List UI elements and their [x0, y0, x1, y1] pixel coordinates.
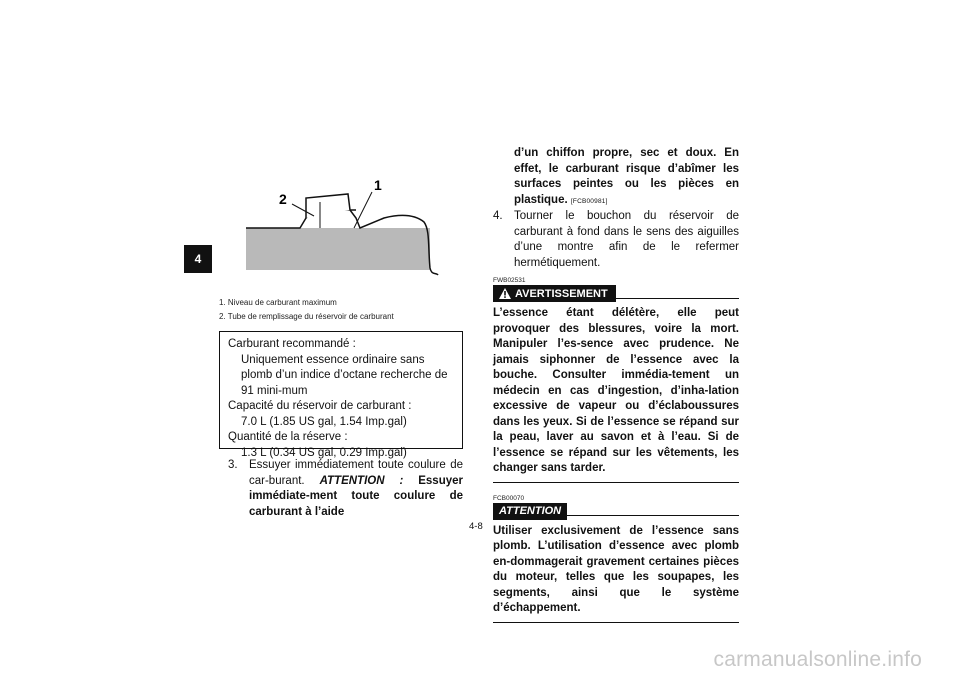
step-3 [228, 458, 463, 520]
step-number: 4. [493, 210, 503, 222]
continuation-text: d’un chiffon propre, sec et doux. En effet, le carburant risque d’abîmer les surfaces peintes ou les pièces en plastique. [514, 147, 739, 206]
reserve-value: 1.3 L (0.34 US gal, 0.29 Imp.gal) [241, 446, 407, 459]
page-number: 4-8 [469, 521, 483, 532]
leader-line-1 [354, 192, 372, 228]
reference-code: [FCB00981] [570, 197, 608, 205]
warning-label-box [493, 285, 616, 302]
fuel-level-area [246, 228, 430, 270]
figure-captions [219, 296, 469, 324]
step-number: 3. [228, 459, 238, 471]
fuel-value: Uniquement essence ordinaire sans plomb d’un indice d’octane recherche de 91 mini-mum [241, 353, 448, 397]
step-3-continuation [493, 146, 739, 209]
right-column [493, 146, 739, 623]
callout-1: 1 [374, 177, 382, 193]
fuel-label: Carburant recommandé : [228, 338, 356, 350]
callout-2: 2 [279, 191, 287, 207]
reserve-label: Quantité de la réserve : [228, 431, 348, 443]
capacity-value: 7.0 L (1.85 US gal, 1.54 Imp.gal) [241, 415, 407, 428]
caption-item: 1. Niveau de carburant maximum [219, 298, 337, 307]
step-bold-text: Essuyer immédiate-ment toute coulure de carburant à l’aide [249, 474, 463, 518]
capacity-label: Capacité du réservoir de carburant : [228, 400, 412, 412]
warning-header [493, 285, 739, 302]
step-text: Tourner le bouchon du réservoir de carburant à fond dans le sens des aiguilles d’une montre afin de le refermer hermétiquement. [514, 210, 739, 269]
warning-body: L’essence étant délétère, elle peut provoquer des blessures, voire la mort. Manipuler l’es-sence avec prudence. Ne jamais siphonner de l’essence avec la bouche. Consulter immédia-tement un médecin en cas d’ingestion, d’inha-lation excessive de vapeur ou d’éclaboussures dans les yeux. Si de l’essence se répand sur la peau, laver au savon et à l’eau. Si de l’essence se répand sur les vêtements, les changer sans tarder. [493, 306, 739, 483]
fuel-spec-box [219, 331, 463, 459]
chapter-tab: 4 [184, 245, 212, 273]
warning-label: AVERTISSEMENT [515, 287, 608, 300]
warning-rule [616, 289, 739, 299]
attention-code: FCB00070 [493, 494, 525, 502]
step-4 [493, 209, 739, 271]
attention-label: ATTENTION [493, 503, 567, 520]
warning-icon [499, 288, 511, 299]
attention-word: ATTENTION : [319, 474, 404, 487]
fuel-tank-diagram [234, 172, 446, 290]
filler-neck [306, 194, 350, 218]
step-text: Essuyer immédiatement toute coulure de car-burant. [249, 459, 463, 487]
attention-rule [567, 506, 739, 516]
warning-code: FWB02531 [493, 277, 526, 284]
watermark-text: carmanualsonline.info [713, 648, 922, 671]
attention-body: Utiliser exclusivement de l’essence sans plomb. L’utilisation d’essence avec plomb en-dommagerait gravement certaines pièces du moteur, telles que les soupapes, les segments, ainsi que le système d’échappement. [493, 524, 739, 623]
attention-header [493, 503, 739, 520]
caption-item: 2. Tube de remplissage du réservoir de carburant [219, 312, 394, 321]
